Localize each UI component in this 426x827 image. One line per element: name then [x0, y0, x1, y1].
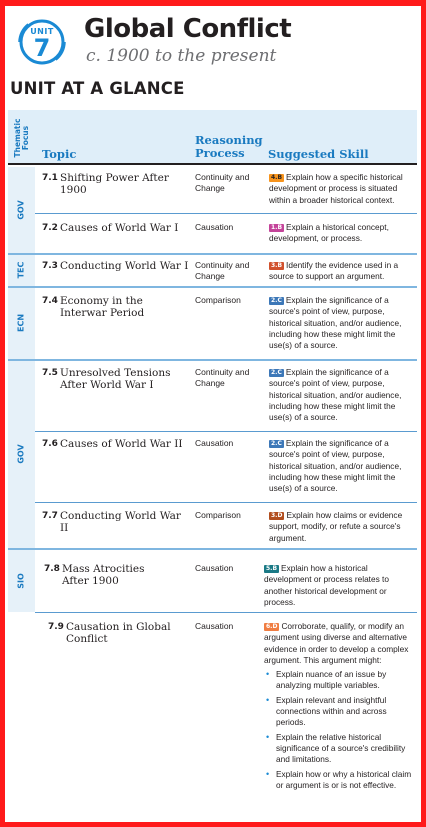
suggested-skill [269, 222, 415, 245]
theme-block-gov-1 [8, 167, 35, 253]
topic-number: 7.7 [42, 511, 58, 521]
page-subtitle: c. 1900 to the present [86, 46, 277, 66]
group-divider [8, 359, 417, 361]
topic-title: Causation in Global Conflict [66, 621, 171, 645]
theme-label: SIO [16, 573, 26, 589]
suggested-skill [269, 172, 415, 206]
topic-number: 7.3 [42, 261, 58, 271]
row-divider [35, 612, 417, 613]
topic-number: 7.8 [44, 564, 60, 574]
suggested-skill [269, 438, 415, 494]
suggested-skill [264, 621, 412, 791]
theme-block-sio [8, 550, 35, 612]
suggested-skill [269, 260, 415, 283]
topic-number: 7.4 [42, 296, 58, 306]
skill-text: Identify the evidence used in a source to support an argument. [269, 260, 399, 282]
skill-text: Explain the significance of a source's point of view, purpose, historical situation, and/or audience, including how these might limit the use(s) of a source. [269, 438, 402, 494]
unit-number: 7 [33, 34, 51, 62]
skill-bullet: • Explain the relative historical significance of a source's credibility and limitations. [264, 732, 412, 766]
topic-title: Conducting World War I [60, 260, 189, 272]
topic-number: 7.1 [42, 173, 58, 183]
skill-code-badge: 2.C [271, 440, 282, 447]
topic-number: 7.6 [42, 439, 58, 449]
skill-code-badge: 5.B [266, 565, 278, 572]
topic-title: Mass Atrocities After 1900 [62, 563, 145, 587]
reasoning-process: Comparison [195, 510, 241, 520]
unit-label: UNIT [30, 27, 54, 36]
skill-bullet-list [264, 669, 412, 791]
topic-title: Shifting Power After 1900 [60, 172, 169, 196]
reasoning-process: Continuity and Change [195, 172, 250, 193]
reasoning-process: Causation [195, 563, 234, 573]
header-thematic-focus [10, 114, 34, 162]
topic-number: 7.5 [42, 368, 58, 378]
suggested-skill [269, 510, 415, 544]
skill-code-badge: 6.D [266, 623, 278, 630]
suggested-skill [269, 367, 415, 423]
skill-code-badge: 3.D [271, 512, 283, 519]
skill-text: Explain the significance of a source's point of view, purpose, historical situation, and/or audience, including how these might limit the use(s) of a source. [269, 367, 402, 423]
table-header [8, 110, 417, 165]
skill-text: Explain the significance of a source's point of view, purpose, historical situation, and/or audience, including how these might limit the use(s) of a source. [269, 295, 402, 351]
theme-label: ECN [16, 313, 26, 333]
skill-text: Explain how a historical development or process relates to another historical development or process. [264, 563, 389, 607]
skill-code-badge: 2.C [271, 297, 282, 304]
skill-code-badge: 2.C [271, 369, 282, 376]
row-divider [35, 431, 417, 432]
theme-block-tec [8, 255, 35, 286]
topic-title: Causes of World War II [60, 438, 183, 450]
reasoning-process: Causation [195, 621, 234, 631]
row-divider [35, 213, 417, 214]
skill-bullet: • Explain relevant and insightful connections within and across periods. [264, 695, 412, 729]
skill-code-badge: 4.B [271, 174, 283, 181]
theme-block-gov-2 [8, 361, 35, 548]
skill-text: Corroborate, qualify, or modify an argument using diverse and alternative evidence in order to develop a complex argument. This argument might: [264, 621, 409, 665]
topic-number: 7.9 [48, 622, 64, 632]
theme-block-ecn [8, 288, 35, 359]
suggested-skill [269, 295, 415, 351]
group-divider [8, 286, 417, 288]
skill-bullet: • Explain how or why a historical claim or argument is or is not effective. [264, 769, 412, 792]
header-suggested-skill: Suggested Skill [268, 147, 369, 161]
theme-label: TEC [16, 261, 26, 279]
header-topic: Topic [42, 147, 77, 161]
group-divider [8, 548, 417, 550]
group-divider [8, 253, 417, 255]
reasoning-process: Causation [195, 222, 234, 232]
theme-label: GOV [16, 200, 26, 220]
row-divider [35, 502, 417, 503]
section-title: UNIT AT A GLANCE [10, 79, 185, 98]
skill-code-badge: 1.B [271, 224, 283, 231]
skill-text: Explain how claims or evidence support, modify, or refute a source's argument. [269, 510, 403, 543]
skill-bullet: • Explain nuance of an issue by analyzing multiple variables. [264, 669, 412, 692]
skill-text: Explain a historical concept, development, or process. [269, 222, 389, 244]
topic-number: 7.2 [42, 223, 58, 233]
reasoning-process: Comparison [195, 295, 241, 305]
page-title: Global Conflict [84, 14, 292, 44]
theme-label: GOV [16, 444, 26, 464]
reasoning-process: Continuity and Change [195, 260, 250, 281]
header-thematic-focus-label: Thematic Focus [13, 118, 30, 158]
topic-title: Conducting World War II [60, 510, 181, 534]
unit-badge [16, 16, 68, 68]
skill-text: Explain how a specific historical development or process is situated within a broader historical context. [269, 172, 403, 205]
reasoning-process: Continuity and Change [195, 367, 250, 388]
topic-title: Unresolved Tensions After World War I [60, 367, 171, 391]
skill-code-badge: 3.B [271, 262, 283, 269]
reasoning-process: Causation [195, 438, 234, 448]
topic-title: Causes of World War I [60, 222, 179, 234]
header-reasoning-process: Reasoning Process [195, 133, 263, 160]
topic-title: Economy in the Interwar Period [60, 295, 145, 319]
suggested-skill [264, 563, 414, 608]
